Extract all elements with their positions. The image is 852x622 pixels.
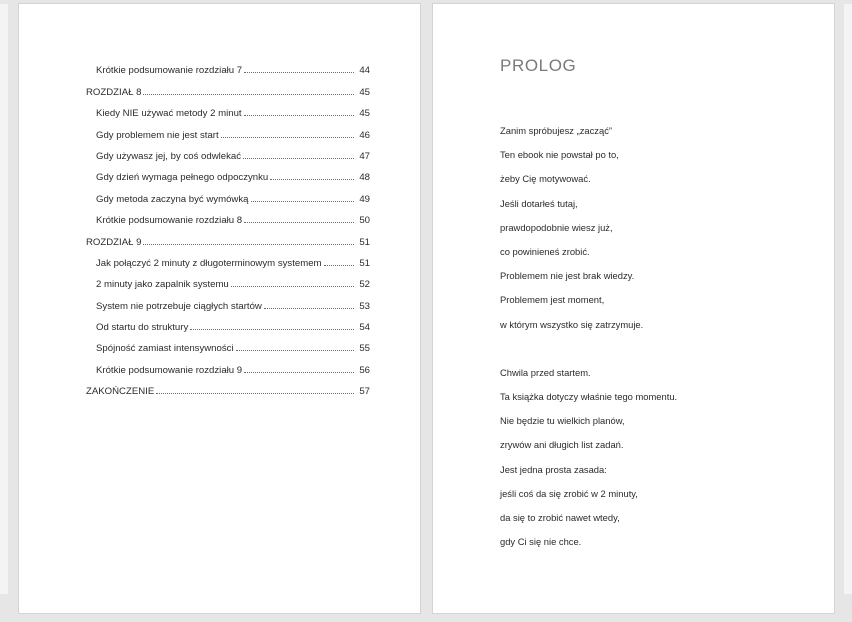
toc-entry-title: System nie potrzebuje ciągłych startów	[96, 300, 262, 312]
toc-entry-title: ROZDZIAŁ 8	[86, 86, 142, 98]
prolog-line: Jest jedna prosta zasada:	[500, 463, 607, 475]
toc-dot-leader	[244, 222, 354, 223]
prolog-line: Chwila przed startem.	[500, 366, 591, 378]
toc-entry-title: Spójność zamiast intensywności	[96, 343, 234, 355]
toc-entry-page-number: 56	[359, 364, 370, 376]
toc-dot-leader	[244, 115, 354, 116]
toc-entry[interactable]	[86, 290, 370, 311]
prolog-line: Problemem nie jest brak wiedzy.	[500, 270, 635, 282]
prolog-line	[500, 337, 800, 361]
toc-entry-page-number: 45	[359, 86, 370, 98]
toc-entry[interactable]	[86, 248, 370, 269]
toc-dot-leader	[243, 158, 354, 159]
toc-dot-leader	[156, 393, 354, 394]
toc-entry-page-number: 51	[359, 257, 370, 269]
toc-entry[interactable]	[86, 333, 370, 354]
toc-entry-page-number: 45	[359, 108, 370, 120]
toc-entry-title: Gdy problemem nie jest start	[96, 129, 219, 141]
toc-dot-leader	[270, 179, 354, 180]
toc-dot-leader	[190, 329, 354, 330]
toc-dot-leader	[231, 286, 354, 287]
document-page-prolog	[433, 4, 834, 613]
toc-entry-page-number: 48	[359, 172, 370, 184]
prolog-line: gdy Ci się nie chce.	[500, 536, 582, 548]
toc-entry-title: Od startu do struktury	[96, 322, 189, 334]
toc-dot-leader	[143, 244, 354, 245]
toc-entry-page-number: 54	[359, 322, 370, 334]
toc-entry-page-number: 44	[359, 65, 370, 77]
prolog-line: Jeśli dotarłeś tutaj,	[500, 197, 578, 209]
toc-dot-leader	[264, 308, 354, 309]
prolog-line: co powinieneś zrobić.	[500, 245, 590, 257]
toc-entry[interactable]	[86, 183, 370, 204]
toc-dot-leader	[244, 372, 354, 373]
toc-dot-leader	[143, 94, 354, 95]
document-page-toc	[19, 4, 420, 613]
toc-entry[interactable]	[86, 226, 370, 247]
prolog-line: zrywów ani długich list zadań.	[500, 439, 624, 451]
toc-entry[interactable]	[86, 312, 370, 333]
prolog-text	[500, 119, 800, 554]
next-page-edge	[844, 4, 852, 594]
toc-entry[interactable]	[86, 162, 370, 183]
toc-entry-title: 2 minuty jako zapalnik systemu	[96, 279, 229, 291]
prolog-line: Problemem jest moment,	[500, 294, 605, 306]
prolog-line: Ta książka dotyczy właśnie tego momentu.	[500, 391, 678, 403]
prolog-line: da się to zrobić nawet wtedy,	[500, 512, 620, 523]
toc-dot-leader	[221, 137, 354, 138]
previous-page-edge	[0, 4, 8, 594]
toc-entry-page-number: 55	[359, 343, 370, 355]
toc-dot-leader	[236, 350, 354, 351]
toc-dot-leader	[251, 201, 355, 202]
toc-entry[interactable]	[86, 354, 370, 375]
toc-entry-page-number: 47	[359, 150, 370, 162]
toc-entry-title: Krótkie podsumowanie rozdziału 8	[96, 215, 243, 227]
toc-entry[interactable]	[86, 141, 370, 162]
prolog-line: Nie będzie tu wielkich planów,	[500, 415, 625, 427]
toc-entry-title: Jak połączyć 2 minuty z długoterminowym systemem	[96, 257, 322, 269]
toc-entry-title: Gdy metoda zaczyna być wymówką	[96, 193, 249, 205]
prolog-line: prawdopodobnie wiesz już,	[500, 221, 613, 233]
toc-entry-title: Kiedy NIE używać metody 2 minut	[96, 108, 242, 120]
prolog-line: żeby Cię motywować.	[500, 173, 591, 185]
toc-entry-title: Gdy dzień wymaga pełnego odpoczynku	[96, 172, 269, 184]
toc-entry[interactable]	[86, 205, 370, 226]
toc-entry-title: Krótkie podsumowanie rozdziału 9	[96, 364, 243, 376]
prolog-heading: PROLOG	[500, 56, 577, 75]
table-of-contents	[86, 55, 370, 397]
toc-entry-page-number: 46	[359, 129, 370, 141]
prolog-line: Zanim spróbujesz „zacząć”	[500, 125, 613, 136]
toc-dot-leader	[324, 265, 354, 266]
toc-entry[interactable]	[86, 269, 370, 290]
toc-entry-page-number: 51	[359, 236, 370, 248]
prolog-line: jeśli coś da się zrobić w 2 minuty,	[500, 487, 638, 499]
toc-entry-page-number: 49	[359, 193, 370, 205]
toc-entry-page-number: 50	[359, 215, 370, 227]
toc-entry[interactable]	[86, 76, 370, 97]
toc-entry-title: ROZDZIAŁ 9	[86, 236, 142, 248]
toc-entry-title: Krótkie podsumowanie rozdziału 7	[96, 65, 243, 77]
toc-entry[interactable]	[86, 376, 370, 397]
prolog-line: Ten ebook nie powstał po to,	[500, 149, 619, 161]
toc-entry-page-number: 52	[359, 279, 370, 291]
toc-entry[interactable]	[86, 55, 370, 76]
prolog-line: w którym wszystko się zatrzymuje.	[500, 318, 644, 330]
toc-entry[interactable]	[86, 98, 370, 119]
toc-entry-title: Gdy używasz jej, by coś odwlekać	[96, 150, 242, 162]
toc-entry-page-number: 53	[359, 300, 370, 312]
toc-entry-page-number: 57	[359, 386, 370, 398]
toc-entry-title: ZAKOŃCZENIE	[86, 386, 155, 398]
toc-dot-leader	[244, 72, 354, 73]
toc-entry[interactable]	[86, 119, 370, 140]
